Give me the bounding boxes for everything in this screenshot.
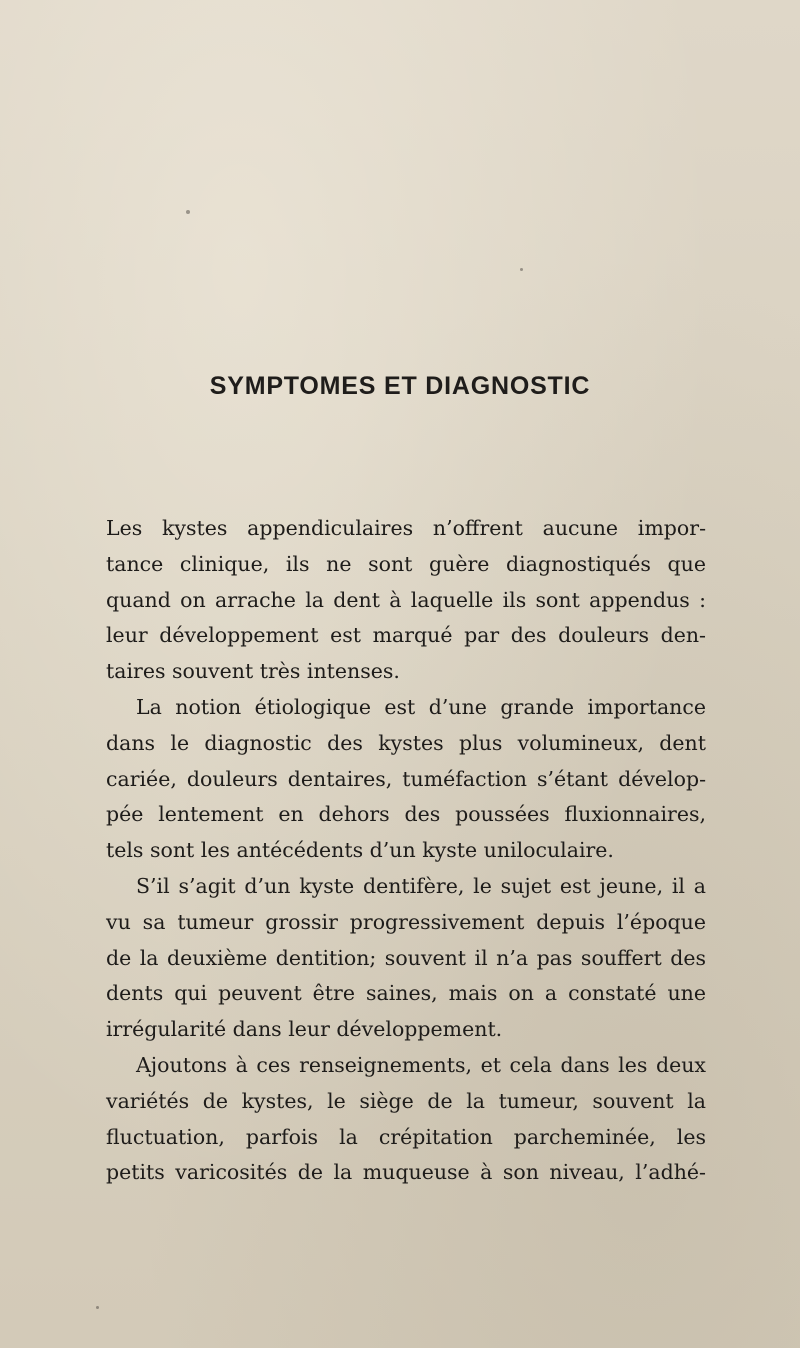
paper-speck: [186, 210, 190, 214]
paper-speck: [520, 268, 523, 271]
text-line: vu sa tumeur grossir progressivement depuis l’époque: [106, 909, 706, 934]
text-line: Ajoutons à ces renseignements, et cela dans les deux: [136, 1052, 706, 1077]
text-line: cariée, douleurs dentaires, tuméfaction s’étant dévelop-: [106, 766, 706, 791]
text-line: leur développement est marqué par des douleurs den-: [106, 623, 706, 648]
text-line: tels sont les antécédents d’un kyste uniloculaire.: [106, 838, 614, 863]
text-line: Les kystes appendiculaires n’offrent aucune impor-: [106, 516, 706, 540]
chapter-heading: SYMPTOMES ET DIAGNOSTIC: [209, 372, 591, 400]
text-line: variétés de kystes, le siège de la tumeur, souvent la: [106, 1088, 706, 1113]
text-line: quand on arrache la dent à laquelle ils sont appendus :: [106, 587, 706, 612]
text-line: de la deuxième dentition; souvent il n’a pas souffert des: [106, 945, 706, 970]
text-line: dents qui peuvent être saines, mais on a constaté une: [106, 981, 706, 1006]
text-line: irrégularité dans leur développement.: [106, 1017, 503, 1042]
text-line: dans le diagnostic des kystes plus volumineux, dent: [106, 730, 706, 755]
text-line: fluctuation, parfois la crépitation parcheminée, les: [106, 1124, 706, 1149]
text-line: La notion étiologique est d’une grande importance: [136, 694, 706, 719]
text-line: tance clinique, ils ne sont guère diagnostiqués que: [106, 551, 706, 576]
text-line: petits varicosités de la muqueuse à son niveau, l’adhé-: [106, 1160, 706, 1185]
text-line: pée lentement en dehors des poussées fluxionnaires,: [106, 802, 706, 827]
paper-speck: [680, 890, 683, 893]
body-text: [106, 511, 706, 1191]
text-line: S’il s’agit d’un kyste dentifère, le sujet est jeune, il a: [136, 873, 706, 898]
text-line: taires souvent très intenses.: [106, 659, 400, 684]
paper-speck: [96, 1306, 99, 1309]
